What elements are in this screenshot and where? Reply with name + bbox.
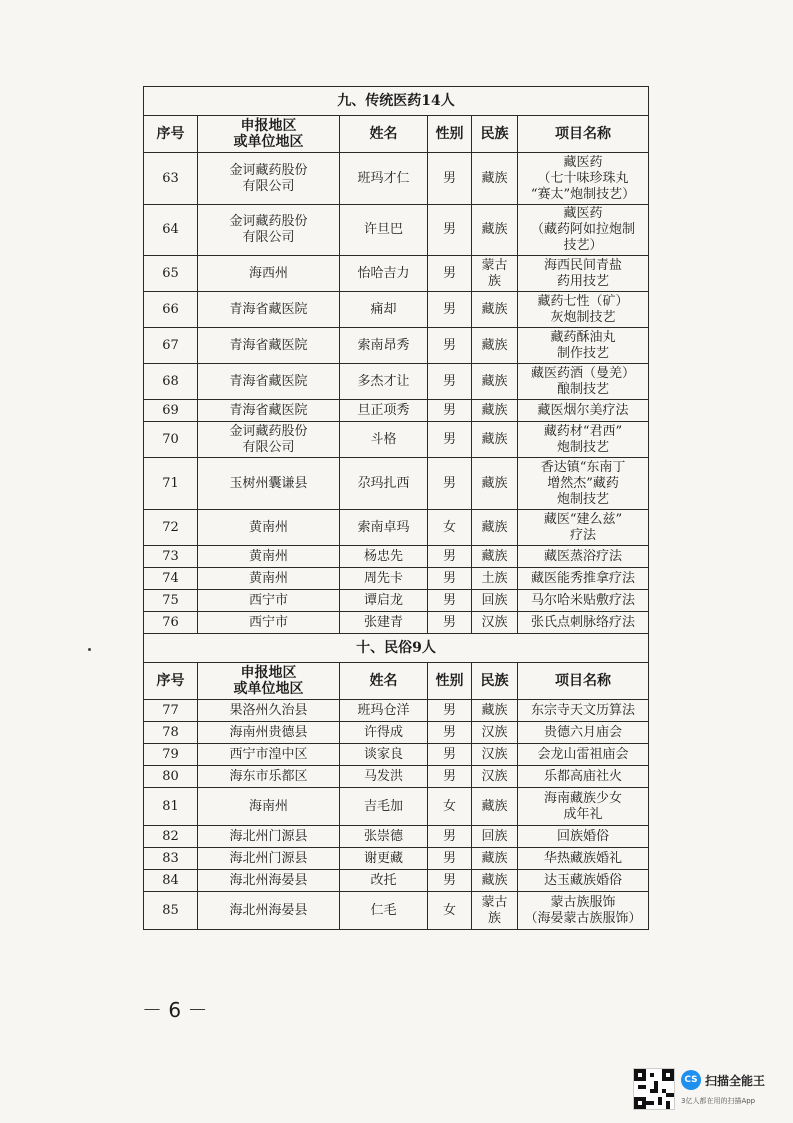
scan-speck bbox=[88, 648, 91, 651]
row-name: 谭启龙 bbox=[340, 590, 428, 612]
row-region: 金诃藏药股份 有限公司 bbox=[198, 153, 340, 205]
row-region: 海北州门源县 bbox=[198, 848, 340, 870]
row-gender: 男 bbox=[428, 766, 472, 788]
table-row bbox=[144, 256, 649, 292]
table-row bbox=[144, 744, 649, 766]
row-ethnicity: 汉族 bbox=[472, 612, 518, 634]
row-number: 65 bbox=[144, 256, 198, 292]
row-ethnicity: 回族 bbox=[472, 826, 518, 848]
row-name: 谈家良 bbox=[340, 744, 428, 766]
row-ethnicity: 藏族 bbox=[472, 364, 518, 400]
table-row bbox=[144, 870, 649, 892]
row-name: 班玛才仁 bbox=[340, 153, 428, 205]
row-region: 金诃藏药股份 有限公司 bbox=[198, 422, 340, 458]
row-region: 黄南州 bbox=[198, 568, 340, 590]
row-project: 藏医蒸浴疗法 bbox=[518, 546, 649, 568]
row-name: 杨忠先 bbox=[340, 546, 428, 568]
row-ethnicity: 汉族 bbox=[472, 722, 518, 744]
row-project: 香达镇“东南丁 增然杰”藏药 炮制技艺 bbox=[518, 458, 649, 510]
table-row bbox=[144, 788, 649, 826]
row-project: 乐都高庙社火 bbox=[518, 766, 649, 788]
row-ethnicity: 藏族 bbox=[472, 422, 518, 458]
row-project: 海南藏族少女 成年礼 bbox=[518, 788, 649, 826]
column-header: 性别 bbox=[428, 116, 472, 153]
row-name: 马发洪 bbox=[340, 766, 428, 788]
section-title: 十、民俗9人 bbox=[144, 634, 649, 663]
row-ethnicity: 藏族 bbox=[472, 328, 518, 364]
header-row bbox=[144, 663, 649, 700]
row-region: 黄南州 bbox=[198, 510, 340, 546]
row-region: 果洛州久治县 bbox=[198, 700, 340, 722]
row-name: 多杰才让 bbox=[340, 364, 428, 400]
row-gender: 男 bbox=[428, 870, 472, 892]
inheritors-table bbox=[143, 86, 649, 930]
row-project: 藏医烟尔美疗法 bbox=[518, 400, 649, 422]
row-gender: 男 bbox=[428, 848, 472, 870]
row-gender: 男 bbox=[428, 590, 472, 612]
row-gender: 女 bbox=[428, 510, 472, 546]
row-region: 黄南州 bbox=[198, 546, 340, 568]
row-number: 74 bbox=[144, 568, 198, 590]
row-project: 蒙古族服饰 （海晏蒙古族服饰） bbox=[518, 892, 649, 930]
row-project: 东宗寺天文历算法 bbox=[518, 700, 649, 722]
row-project: 华热藏族婚礼 bbox=[518, 848, 649, 870]
table-row bbox=[144, 766, 649, 788]
row-number: 72 bbox=[144, 510, 198, 546]
table-row bbox=[144, 568, 649, 590]
table-row bbox=[144, 848, 649, 870]
table-row bbox=[144, 892, 649, 930]
row-project: 藏医能秀推拿疗法 bbox=[518, 568, 649, 590]
row-ethnicity: 土族 bbox=[472, 568, 518, 590]
row-number: 75 bbox=[144, 590, 198, 612]
header-row bbox=[144, 116, 649, 153]
row-number: 77 bbox=[144, 700, 198, 722]
table-row bbox=[144, 826, 649, 848]
column-header: 性别 bbox=[428, 663, 472, 700]
row-region: 海北州海晏县 bbox=[198, 892, 340, 930]
row-project: 藏医药 （七十味珍珠丸 “赛太”炮制技艺） bbox=[518, 153, 649, 205]
row-name: 尕玛扎西 bbox=[340, 458, 428, 510]
row-gender: 男 bbox=[428, 292, 472, 328]
column-header: 民族 bbox=[472, 663, 518, 700]
column-header: 项目名称 bbox=[518, 663, 649, 700]
row-region: 西宁市 bbox=[198, 612, 340, 634]
table-row bbox=[144, 612, 649, 634]
row-gender: 男 bbox=[428, 422, 472, 458]
row-number: 80 bbox=[144, 766, 198, 788]
row-number: 82 bbox=[144, 826, 198, 848]
row-project: 贵德六月庙会 bbox=[518, 722, 649, 744]
row-name: 班玛仓洋 bbox=[340, 700, 428, 722]
row-gender: 女 bbox=[428, 788, 472, 826]
row-number: 79 bbox=[144, 744, 198, 766]
table-row bbox=[144, 722, 649, 744]
row-gender: 男 bbox=[428, 722, 472, 744]
row-gender: 男 bbox=[428, 400, 472, 422]
table-row bbox=[144, 153, 649, 205]
brand-name: 扫描全能王 bbox=[705, 1074, 766, 1088]
row-project: 藏药酥油丸 制作技艺 bbox=[518, 328, 649, 364]
row-number: 71 bbox=[144, 458, 198, 510]
row-gender: 男 bbox=[428, 364, 472, 400]
row-number: 76 bbox=[144, 612, 198, 634]
row-ethnicity: 回族 bbox=[472, 590, 518, 612]
column-header: 姓名 bbox=[340, 663, 428, 700]
qr-code-icon bbox=[633, 1068, 675, 1110]
row-region: 西宁市湟中区 bbox=[198, 744, 340, 766]
row-ethnicity: 藏族 bbox=[472, 700, 518, 722]
row-name: 吉毛加 bbox=[340, 788, 428, 826]
row-name: 改托 bbox=[340, 870, 428, 892]
table-row bbox=[144, 292, 649, 328]
row-gender: 男 bbox=[428, 205, 472, 256]
table-row bbox=[144, 205, 649, 256]
row-ethnicity: 藏族 bbox=[472, 848, 518, 870]
row-project: 藏医“建么兹” 疗法 bbox=[518, 510, 649, 546]
row-ethnicity: 蒙古 族 bbox=[472, 892, 518, 930]
row-project: 藏药材“君西” 炮制技艺 bbox=[518, 422, 649, 458]
scanner-watermark bbox=[633, 1068, 783, 1112]
row-number: 78 bbox=[144, 722, 198, 744]
row-number: 69 bbox=[144, 400, 198, 422]
table-row bbox=[144, 458, 649, 510]
row-name: 索南昂秀 bbox=[340, 328, 428, 364]
row-gender: 男 bbox=[428, 256, 472, 292]
row-name: 张崇德 bbox=[340, 826, 428, 848]
row-gender: 男 bbox=[428, 612, 472, 634]
table-body bbox=[144, 87, 649, 930]
column-header: 项目名称 bbox=[518, 116, 649, 153]
row-project: 张氏点刺脉络疗法 bbox=[518, 612, 649, 634]
row-name: 斗格 bbox=[340, 422, 428, 458]
row-gender: 女 bbox=[428, 892, 472, 930]
row-ethnicity: 藏族 bbox=[472, 153, 518, 205]
table-row bbox=[144, 700, 649, 722]
row-gender: 男 bbox=[428, 458, 472, 510]
section-title-row bbox=[144, 87, 649, 116]
row-number: 83 bbox=[144, 848, 198, 870]
row-gender: 男 bbox=[428, 546, 472, 568]
row-name: 张建青 bbox=[340, 612, 428, 634]
row-region: 海南州 bbox=[198, 788, 340, 826]
row-gender: 男 bbox=[428, 568, 472, 590]
row-name: 许旦巴 bbox=[340, 205, 428, 256]
row-region: 青海省藏医院 bbox=[198, 292, 340, 328]
row-project: 达玉藏族婚俗 bbox=[518, 870, 649, 892]
column-header: 申报地区 或单位地区 bbox=[198, 116, 340, 153]
section-title-row bbox=[144, 634, 649, 663]
row-region: 金诃藏药股份 有限公司 bbox=[198, 205, 340, 256]
row-region: 青海省藏医院 bbox=[198, 400, 340, 422]
cs-logo-icon: CS bbox=[681, 1070, 701, 1090]
row-number: 63 bbox=[144, 153, 198, 205]
row-name: 谢更藏 bbox=[340, 848, 428, 870]
row-ethnicity: 藏族 bbox=[472, 458, 518, 510]
row-ethnicity: 藏族 bbox=[472, 292, 518, 328]
row-ethnicity: 藏族 bbox=[472, 400, 518, 422]
row-project: 会龙山雷祖庙会 bbox=[518, 744, 649, 766]
row-number: 66 bbox=[144, 292, 198, 328]
row-region: 海南州贵德县 bbox=[198, 722, 340, 744]
row-ethnicity: 藏族 bbox=[472, 788, 518, 826]
row-name: 怡哈吉力 bbox=[340, 256, 428, 292]
row-region: 玉树州囊谦县 bbox=[198, 458, 340, 510]
row-ethnicity: 藏族 bbox=[472, 546, 518, 568]
row-project: 马尔哈米贴敷疗法 bbox=[518, 590, 649, 612]
row-number: 81 bbox=[144, 788, 198, 826]
column-header: 序号 bbox=[144, 116, 198, 153]
table-row bbox=[144, 546, 649, 568]
column-header: 申报地区 或单位地区 bbox=[198, 663, 340, 700]
row-region: 西宁市 bbox=[198, 590, 340, 612]
row-region: 青海省藏医院 bbox=[198, 364, 340, 400]
row-region: 海东市乐都区 bbox=[198, 766, 340, 788]
row-gender: 男 bbox=[428, 328, 472, 364]
page-number: － 6 － bbox=[142, 998, 208, 1022]
row-number: 70 bbox=[144, 422, 198, 458]
row-region: 海西州 bbox=[198, 256, 340, 292]
row-project: 藏医药酒（曼羌） 酿制技艺 bbox=[518, 364, 649, 400]
column-header: 姓名 bbox=[340, 116, 428, 153]
table-row bbox=[144, 328, 649, 364]
row-number: 67 bbox=[144, 328, 198, 364]
row-gender: 男 bbox=[428, 826, 472, 848]
row-gender: 男 bbox=[428, 153, 472, 205]
column-header: 民族 bbox=[472, 116, 518, 153]
row-ethnicity: 藏族 bbox=[472, 870, 518, 892]
row-number: 64 bbox=[144, 205, 198, 256]
row-name: 索南卓玛 bbox=[340, 510, 428, 546]
row-name: 仁毛 bbox=[340, 892, 428, 930]
section-title: 九、传统医药14人 bbox=[144, 87, 649, 116]
row-ethnicity: 藏族 bbox=[472, 205, 518, 256]
row-name: 许得成 bbox=[340, 722, 428, 744]
column-header: 序号 bbox=[144, 663, 198, 700]
brand-tagline: 3亿人都在用的扫描App bbox=[681, 1097, 756, 1105]
row-number: 68 bbox=[144, 364, 198, 400]
row-number: 73 bbox=[144, 546, 198, 568]
row-ethnicity: 藏族 bbox=[472, 510, 518, 546]
row-region: 海北州门源县 bbox=[198, 826, 340, 848]
table-row bbox=[144, 510, 649, 546]
row-name: 旦正项秀 bbox=[340, 400, 428, 422]
row-name: 周先卡 bbox=[340, 568, 428, 590]
row-number: 85 bbox=[144, 892, 198, 930]
row-project: 海西民间青盐 药用技艺 bbox=[518, 256, 649, 292]
row-project: 藏药七性（矿） 灰炮制技艺 bbox=[518, 292, 649, 328]
row-project: 回族婚俗 bbox=[518, 826, 649, 848]
row-ethnicity: 汉族 bbox=[472, 766, 518, 788]
row-ethnicity: 汉族 bbox=[472, 744, 518, 766]
table-row bbox=[144, 422, 649, 458]
row-name: 痛却 bbox=[340, 292, 428, 328]
table-row bbox=[144, 364, 649, 400]
row-region: 海北州海晏县 bbox=[198, 870, 340, 892]
row-number: 84 bbox=[144, 870, 198, 892]
table-row bbox=[144, 590, 649, 612]
row-project: 藏医药 （藏药阿如拉炮制 技艺） bbox=[518, 205, 649, 256]
row-ethnicity: 蒙古 族 bbox=[472, 256, 518, 292]
table-row bbox=[144, 400, 649, 422]
row-region: 青海省藏医院 bbox=[198, 328, 340, 364]
row-gender: 男 bbox=[428, 700, 472, 722]
row-gender: 男 bbox=[428, 744, 472, 766]
